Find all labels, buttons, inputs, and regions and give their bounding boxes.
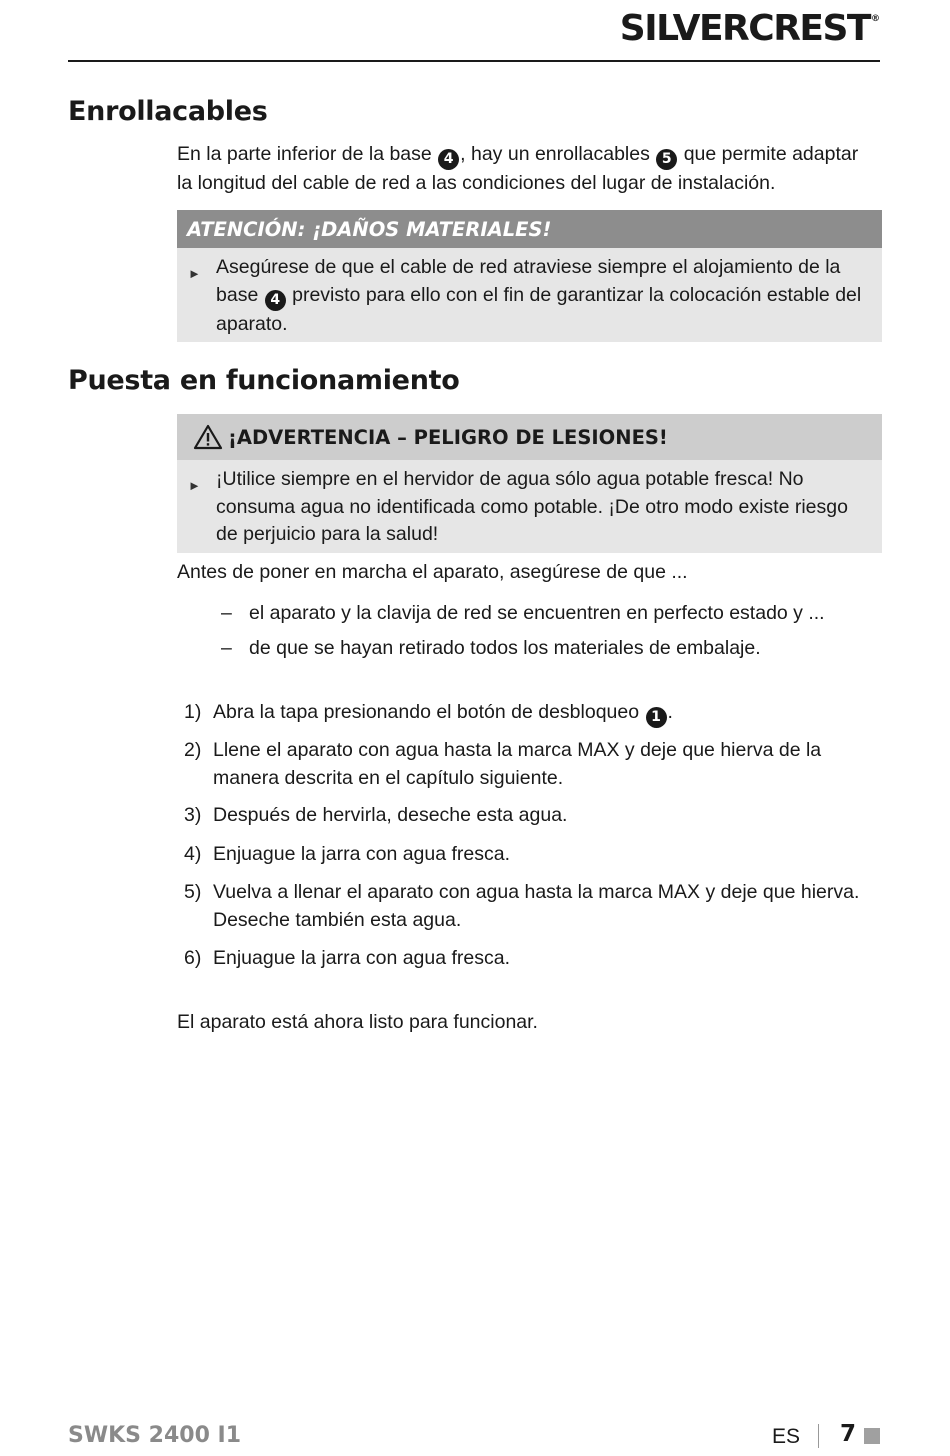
warning-box (177, 414, 882, 553)
step-item: 1) Abra la tapa presionando el botón de desbloqueo 1 . (184, 699, 883, 728)
caution-body: ► Asegúrese de que el cable de red atraviese siempre el alojamiento de la base 4 previsto para ello con el fin de garantizar la colocación estable del aparato. (188, 256, 862, 335)
intro-paragraph: En la parte inferior de la base 4 , hay un enrollacables 5 que permite adaptar la longitud del cable de red a las condiciones del lugar de instalación. (177, 143, 859, 194)
header-rule (68, 60, 880, 62)
step-item: 2) Llene el aparato con agua hasta la marca MAX y deje que hierva de la manera descrita en el capítulo siguiente. (184, 739, 822, 789)
before-paragraph: Antes de poner en marcha el aparato, asegúrese de que ... (177, 561, 688, 583)
caution-box (177, 210, 882, 342)
brand-logo: SILVERCREST® (619, 8, 880, 49)
footer-model: SWKS 2400 I1 (68, 1423, 242, 1448)
section-heading-puesta: Puesta en funcionamiento (68, 365, 460, 396)
page-marker-square (864, 1428, 880, 1444)
warning-title: ¡ADVERTENCIA – PELIGRO DE LESIONES! (228, 425, 668, 449)
ref-number-4: 4 (438, 149, 459, 170)
check-item: – de que se hayan retirado todos los materiales de embalaje. (221, 637, 761, 659)
ref-number-5: 5 (656, 149, 677, 170)
step-item: 5) Vuelva a llenar el aparato con agua hasta la marca MAX y deje que hierva. Deseche también esta agua. (184, 881, 860, 931)
footer-language: ES (772, 1425, 801, 1448)
warning-title-bar (177, 414, 882, 460)
check-item: – el aparato y la clavija de red se encuentren en perfecto estado y ... (221, 602, 825, 624)
caution-title: ATENCIÓN: ¡DAÑOS MATERIALES! (177, 210, 882, 248)
bullet-arrow-icon: ► (188, 266, 201, 281)
step-item: 4) Enjuague la jarra con agua fresca. (184, 843, 511, 865)
ready-paragraph: El aparato está ahora listo para funcionar. (177, 1011, 538, 1033)
ref-number-4: 4 (265, 290, 286, 311)
ref-number-1: 1 (646, 707, 667, 728)
footer-divider (818, 1424, 819, 1448)
warning-body: ► ¡Utilice siempre en el hervidor de agua sólo agua potable fresca! No consuma agua no identificada como potable. ¡De otro modo existe riesgo de perjuicio para la salud! (188, 468, 848, 545)
step-item: 6) Enjuague la jarra con agua fresca. (184, 947, 511, 969)
section-heading-enrollacables: Enrollacables (68, 96, 268, 127)
page-number: 7 (840, 1421, 857, 1447)
bullet-arrow-icon: ► (188, 478, 201, 493)
step-item: 3) Después de hervirla, deseche esta agua. (184, 804, 568, 826)
warning-triangle-icon (193, 424, 223, 450)
